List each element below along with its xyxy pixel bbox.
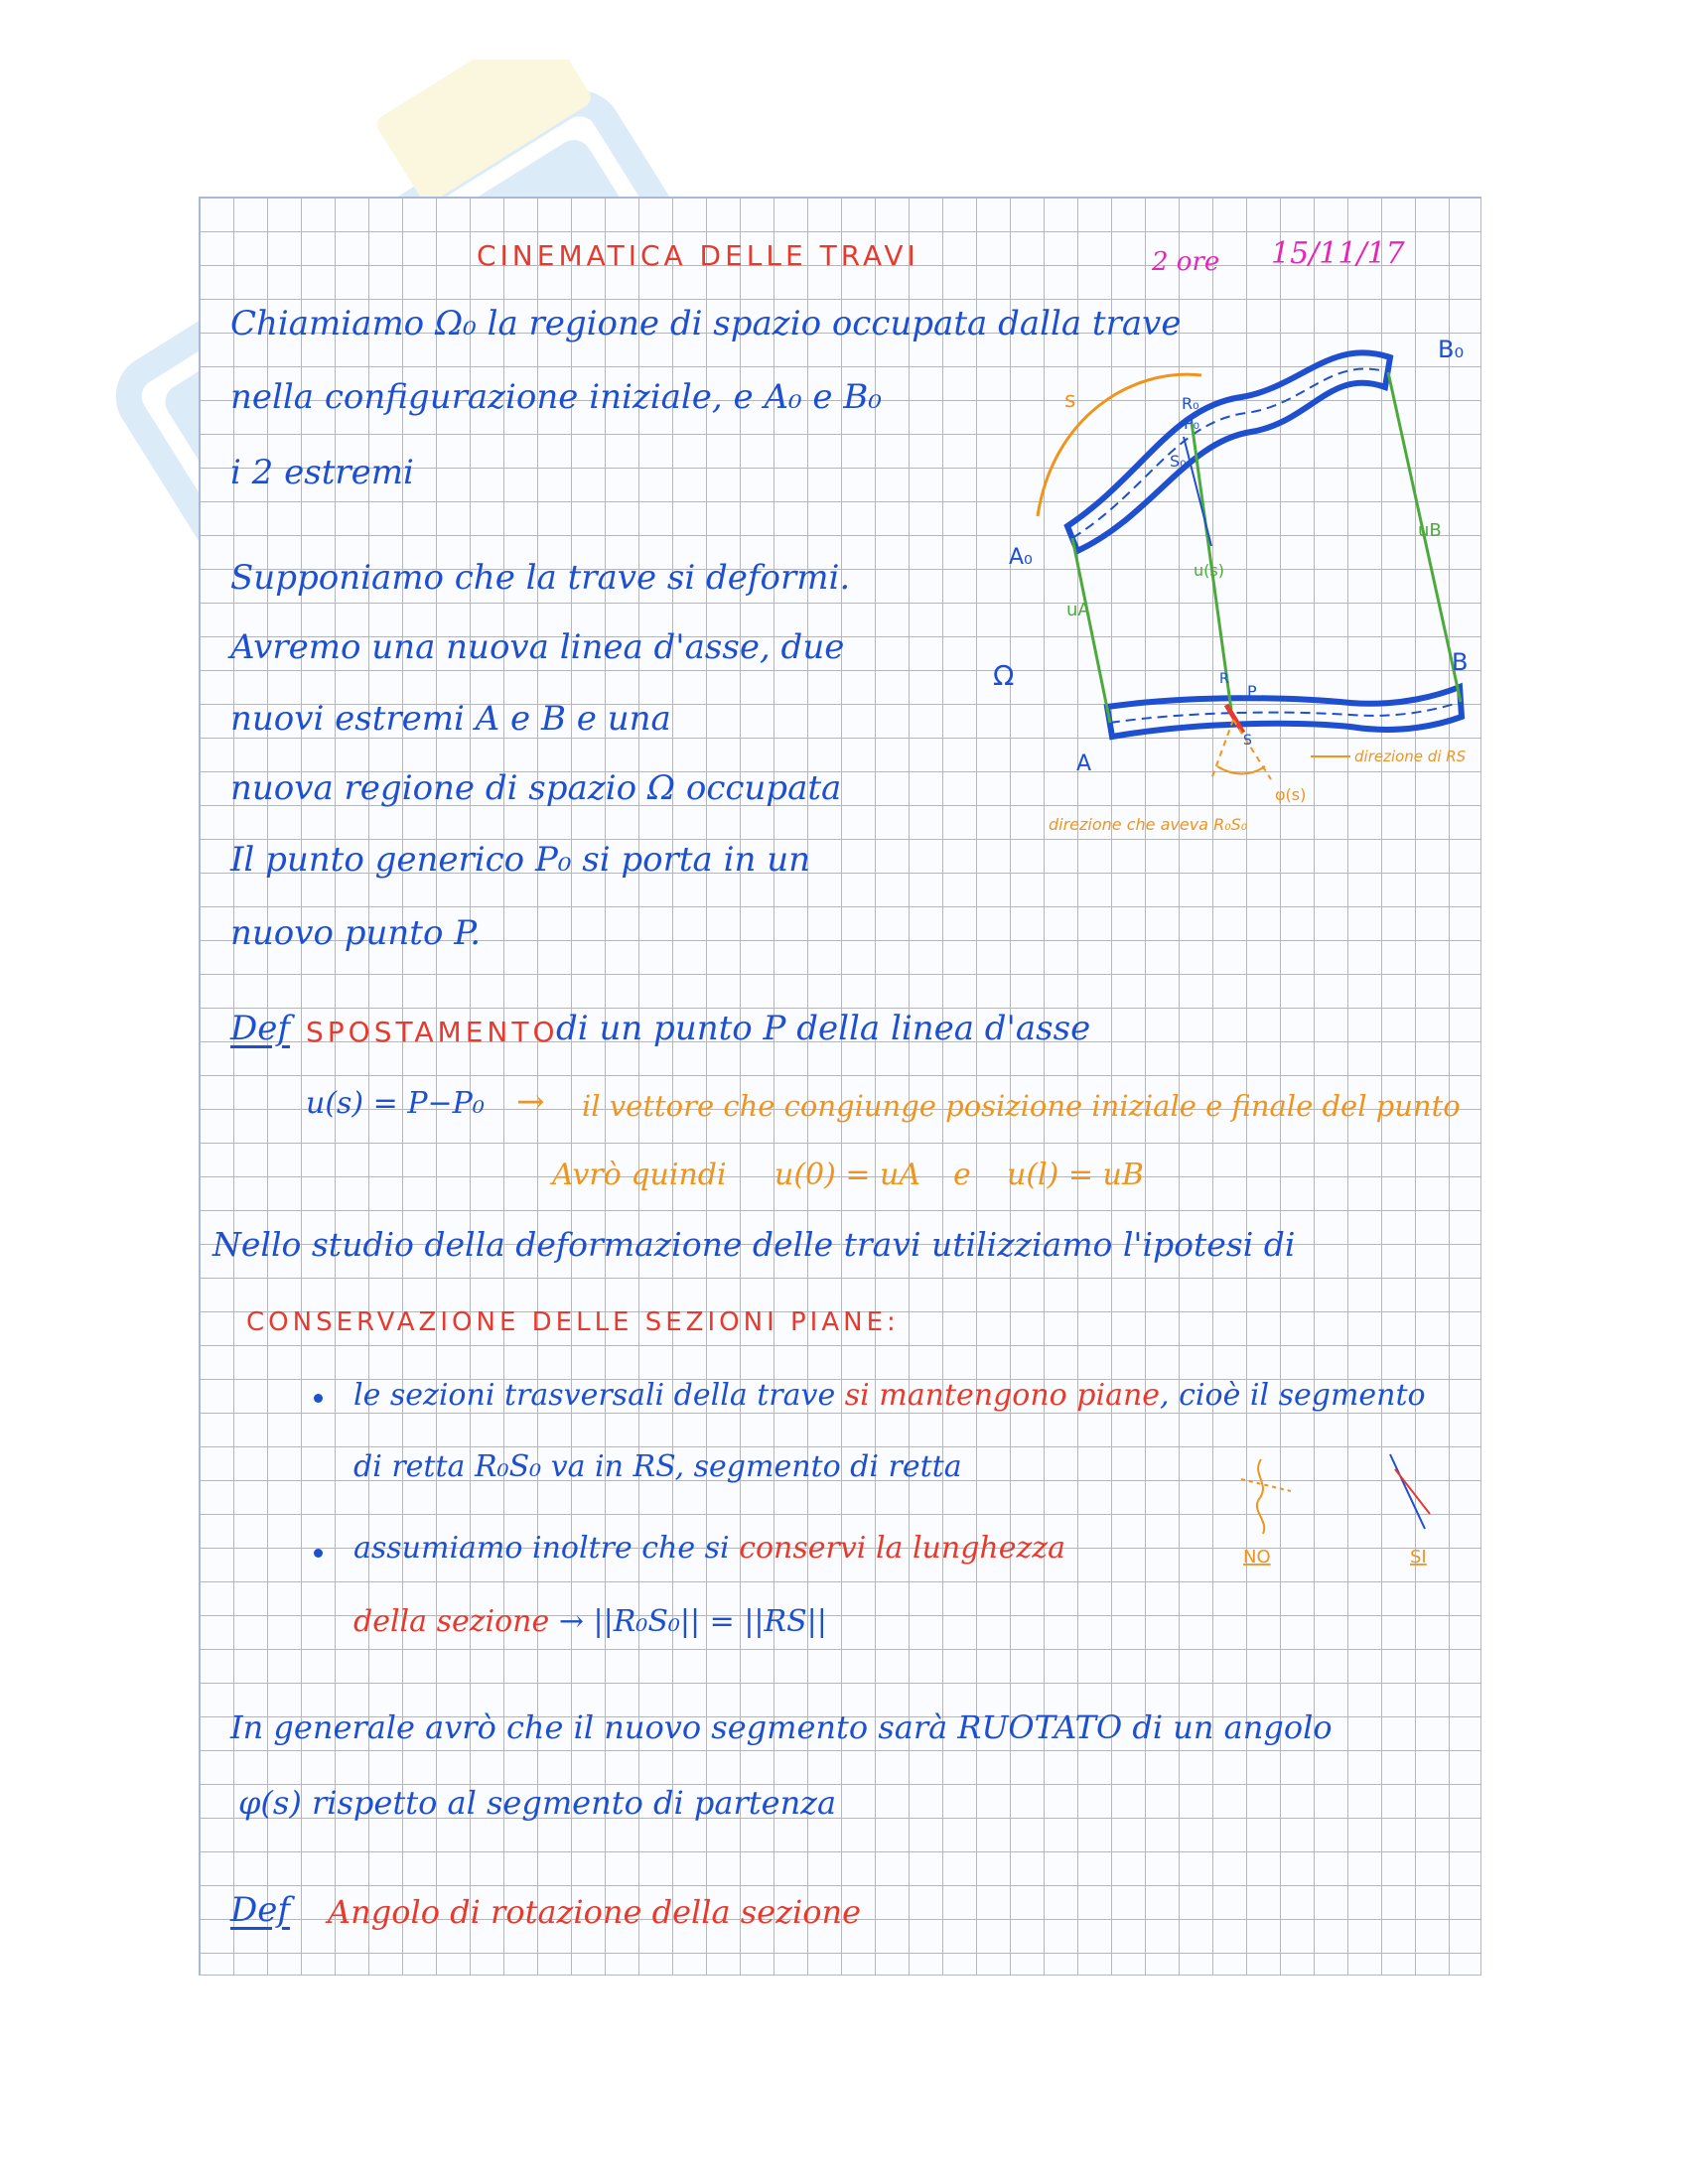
text-line-9: nuovo punto P. <box>230 913 482 953</box>
label-phi: φ(s) <box>1275 785 1307 804</box>
label-P: P <box>1247 682 1257 701</box>
bullet-1 <box>314 1394 323 1403</box>
text-line-1: Chiamiamo Ω₀ la regione di spazio occupata dalla trave <box>230 304 1182 343</box>
bullet-1-part-2: , cioè il segmento <box>1160 1378 1426 1413</box>
bullet-2-line-2-rest: → ||R₀S₀|| = ||RS|| <box>558 1604 827 1639</box>
deformed-beam-axis <box>1110 702 1461 723</box>
label-B: B <box>1452 648 1469 676</box>
def2-term: Angolo di rotazione della sezione <box>328 1893 862 1931</box>
def1-formula: u(s) = P−P₀ <box>306 1086 485 1121</box>
def1-rest: di un punto P della linea d'asse <box>556 1009 1091 1048</box>
page-title: CINEMATICA DELLE TRAVI <box>477 239 919 272</box>
bullet-1-line-1 <box>353 1376 1426 1416</box>
no-label: NO <box>1243 1547 1271 1568</box>
def1-explanation: il vettore che congiunge posizione iniziale e finale del punto <box>582 1089 1461 1123</box>
def2-prefix: Def <box>230 1890 290 1930</box>
initial-beam-outline <box>1067 352 1390 551</box>
label-us: u(s) <box>1194 561 1224 580</box>
label-s: s <box>1064 388 1076 413</box>
label-S0: S₀ <box>1170 452 1187 471</box>
lesson-date: 15/11/17 <box>1271 236 1405 271</box>
label-uA: uA <box>1066 600 1090 620</box>
bullet-2-line-1 <box>353 1529 1065 1569</box>
label-R: R <box>1219 671 1229 687</box>
label-B0: B₀ <box>1438 336 1465 363</box>
bullet-2-part-1: assumiamo inoltre che si <box>353 1531 730 1566</box>
def1-consequence-b: u(l) = uB <box>1007 1158 1144 1192</box>
label-A0: A₀ <box>1009 545 1033 570</box>
hypothesis-title: CONSERVAZIONE DELLE SEZIONI PIANE: <box>246 1307 900 1337</box>
bullet-1-highlight: si mantengono piane <box>844 1378 1161 1413</box>
general-line-1: In generale avrò che il nuovo segmento sarà RUOTATO di un angolo <box>230 1708 1333 1746</box>
bullet-2-highlight: conservi la lunghezza <box>739 1531 1065 1566</box>
beam-deformation-diagram <box>973 328 1509 884</box>
def1-consequence-a: u(0) = uA <box>774 1158 921 1192</box>
lesson-duration: 2 ore <box>1152 247 1220 277</box>
text-line-8: Il punto generico P₀ si porta in un <box>230 840 811 880</box>
deformed-beam-outline <box>1107 687 1462 737</box>
def1-consequence-lead: Avrò quindi <box>552 1158 727 1192</box>
label-P0: P₀ <box>1184 414 1200 433</box>
bullet-2-line-2 <box>353 1602 827 1642</box>
text-line-3: i 2 estremi <box>230 453 414 492</box>
text-line-2: nella configurazione iniziale, e A₀ e B₀ <box>230 377 882 417</box>
label-uB: uB <box>1418 520 1442 541</box>
text-line-4: Supponiamo che la trave si deformi. <box>230 558 851 598</box>
def1-term: SPOSTAMENTO <box>306 1016 559 1048</box>
label-S: S <box>1243 733 1252 749</box>
no-si-sketch <box>1221 1439 1450 1569</box>
hypothesis-intro: Nello studio della deformazione delle travi utilizziamo l'ipotesi di <box>212 1225 1296 1264</box>
bullet-1-part-1: le sezioni trasversali della trave <box>353 1378 836 1413</box>
label-R0: R₀ <box>1182 394 1199 413</box>
text-line-6: nuovi estremi A e B e una <box>230 699 671 739</box>
bullet-1-line-2: di retta R₀S₀ va in RS, segmento di retta <box>353 1449 962 1484</box>
label-direction-R0S0: direzione che aveva R₀S₀ <box>1049 815 1248 834</box>
label-Omega: Ω <box>993 659 1015 692</box>
text-line-5: Avremo una nuova linea d'asse, due <box>230 627 845 667</box>
label-A: A <box>1076 751 1092 776</box>
text-line-7: nuova regione di spazio Ω occupata <box>230 768 842 808</box>
def1-consequence-and: e <box>953 1158 971 1192</box>
def1-prefix: Def <box>230 1009 290 1048</box>
label-direction-RS: direzione di RS <box>1354 748 1467 765</box>
initial-beam-axis <box>1072 368 1388 538</box>
si-label: SI <box>1410 1547 1427 1568</box>
bullet-2 <box>314 1549 323 1558</box>
bullet-2-line-2-red: della sezione <box>353 1604 550 1639</box>
def1-arrow: → <box>516 1082 545 1122</box>
general-line-2: φ(s) rispetto al segmento di partenza <box>238 1784 837 1822</box>
